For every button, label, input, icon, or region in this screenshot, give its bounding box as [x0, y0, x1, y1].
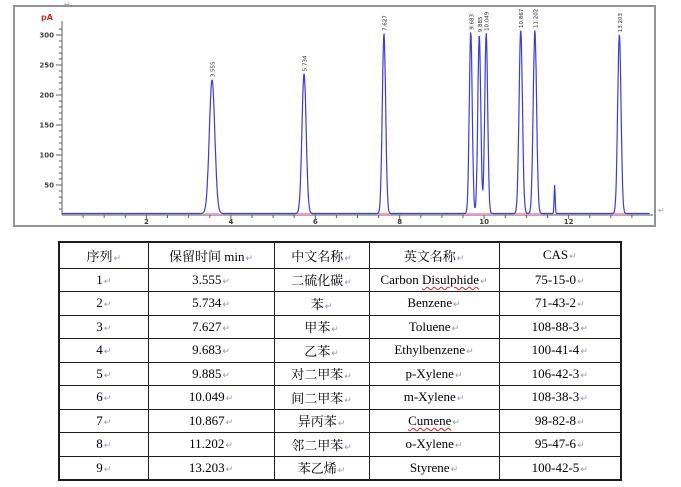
cell-text: 3.555 [192, 271, 222, 287]
cell-text: 9 [96, 459, 103, 475]
table-cell[interactable] [499, 433, 621, 457]
peak-label: 13.203 [617, 12, 624, 33]
svg-text:12: 12 [563, 218, 574, 225]
table-cell[interactable] [274, 268, 369, 292]
peak-label: 11.202 [533, 8, 540, 28]
cell-text: Cumene [408, 412, 452, 428]
table-cell[interactable] [369, 433, 499, 457]
end-of-cell-mark: ↵ [245, 253, 254, 264]
peak-label: 9.885 [477, 16, 484, 33]
end-of-cell-mark: ↵ [225, 417, 234, 428]
cell-text: 98-82-8 [534, 412, 577, 428]
end-of-cell-mark: ↵ [103, 323, 112, 334]
table-cell[interactable] [59, 268, 148, 292]
peak-label: 3.555 [210, 61, 217, 78]
cell-text: Styrene [409, 459, 450, 475]
end-of-cell-mark: ↵ [331, 325, 339, 336]
end-of-cell-mark: ↵ [222, 300, 230, 311]
table-cell[interactable] [148, 433, 274, 457]
table-row [59, 362, 621, 386]
table-cell[interactable] [59, 409, 148, 433]
end-of-cell-mark: ↵ [580, 323, 588, 334]
table-cell[interactable] [499, 456, 621, 480]
column-header[interactable] [148, 242, 274, 268]
table-row [59, 456, 621, 480]
table-cell[interactable] [59, 339, 148, 363]
axes [56, 21, 653, 219]
table-cell[interactable] [369, 268, 499, 292]
cell-text: 邻二甲苯 [291, 437, 344, 453]
header-text: CAS [542, 247, 569, 263]
cell-text: 13.203 [188, 459, 225, 475]
table-cell[interactable] [274, 409, 369, 433]
table-cell[interactable] [274, 433, 369, 457]
table-cell[interactable] [59, 292, 148, 316]
table-row [59, 386, 621, 410]
end-of-cell-mark: ↵ [344, 278, 352, 289]
end-of-cell-mark: ↵ [580, 394, 588, 405]
table-cell[interactable] [59, 386, 148, 410]
svg-text:6: 6 [312, 218, 318, 225]
table-cell[interactable] [369, 386, 499, 410]
cell-text: 71-43-2 [534, 295, 577, 311]
svg-text:200: 200 [39, 91, 54, 100]
svg-text:2: 2 [143, 218, 149, 225]
table-cell[interactable] [499, 268, 621, 292]
table-cell[interactable] [59, 362, 148, 386]
svg-text:50: 50 [44, 181, 54, 190]
table-cell[interactable] [148, 268, 274, 292]
end-of-cell-mark: ↵ [580, 370, 588, 381]
end-of-cell-mark: ↵ [456, 253, 465, 264]
y-axis-unit-label: pA [41, 13, 53, 22]
cell-text: 106-42-3 [531, 365, 580, 381]
cell-text: 8 [96, 436, 103, 452]
header-text: 序列 [86, 248, 113, 264]
cell-text: Benzene [407, 295, 453, 311]
table-cell[interactable] [148, 409, 274, 433]
header-text: 保留时间 min [168, 248, 245, 264]
end-of-cell-mark: ↵ [569, 252, 577, 263]
table-cell[interactable] [499, 386, 621, 410]
end-of-cell-mark: ↵ [577, 417, 585, 428]
end-of-cell-mark: ↵ [225, 464, 234, 475]
svg-text:150: 150 [39, 121, 54, 130]
table-cell[interactable] [499, 409, 621, 433]
cell-text: 100-42-5 [531, 459, 580, 475]
end-of-cell-mark: ↵ [103, 370, 112, 381]
svg-text:100: 100 [39, 151, 54, 160]
peak-table-body [59, 268, 621, 480]
end-of-cell-mark: ↵ [331, 348, 339, 359]
cell-text: Carbon [380, 271, 419, 287]
table-row [59, 315, 621, 339]
table-row [59, 433, 621, 457]
cell-text: Disulphide [421, 271, 480, 287]
table-cell[interactable] [148, 315, 274, 339]
peak-table [58, 241, 622, 481]
table-cell[interactable] [148, 292, 274, 316]
table-cell[interactable] [274, 315, 369, 339]
end-of-cell-mark: ↵ [337, 419, 346, 430]
end-of-cell-mark: ↵ [450, 464, 459, 475]
cell-text: 7 [96, 412, 103, 428]
cell-text: 对二甲苯 [291, 367, 344, 383]
end-of-cell-mark: ↵ [344, 372, 352, 383]
table-cell[interactable] [499, 339, 621, 363]
end-of-cell-mark: ↵ [222, 370, 230, 381]
cell-text: 5 [96, 365, 103, 381]
end-of-cell-mark: ↵ [344, 442, 352, 453]
end-of-cell-mark: ↵ [451, 323, 460, 334]
cell-text: 异丙苯 [297, 414, 337, 430]
peak-label: 10.049 [484, 11, 491, 31]
table-cell[interactable] [274, 292, 369, 316]
cell-text: 95-47-6 [534, 436, 577, 452]
peak-label: 7.627 [382, 15, 389, 31]
column-header[interactable] [369, 242, 499, 268]
cell-text: p-Xylene [405, 365, 454, 381]
cell-text: 乙苯 [304, 343, 331, 359]
end-of-cell-mark: ↵ [103, 417, 112, 428]
column-header[interactable] [59, 242, 148, 268]
svg-text:10: 10 [479, 218, 489, 225]
end-of-cell-mark: ↵ [453, 300, 461, 311]
paragraph-mark: ↵ [64, 0, 71, 9]
end-of-cell-mark: ↵ [222, 347, 230, 358]
cell-text: 苯乙烯 [297, 461, 337, 476]
end-of-cell-mark: ↵ [103, 276, 112, 287]
end-of-cell-mark: ↵ [225, 441, 233, 452]
column-header[interactable] [499, 242, 621, 268]
end-of-cell-mark: ↵ [103, 464, 112, 475]
end-of-cell-mark: ↵ [456, 394, 465, 405]
chromatogram-frame[interactable] [13, 5, 656, 227]
end-of-cell-mark: ↵ [337, 466, 346, 476]
cell-text: 6 [96, 389, 103, 405]
peak-label: 10.867 [519, 8, 526, 28]
end-of-cell-mark: ↵ [324, 301, 333, 312]
header-text: 英文名称 [403, 248, 456, 264]
end-of-cell-mark: ↵ [103, 300, 112, 311]
table-header-row [59, 242, 621, 268]
table-cell[interactable] [59, 433, 148, 457]
end-of-cell-mark: ↵ [103, 394, 112, 405]
table-row [59, 339, 621, 363]
table-row [59, 409, 621, 433]
table-cell[interactable] [499, 362, 621, 386]
table-cell[interactable] [274, 386, 369, 410]
end-of-cell-mark: ↵ [222, 276, 230, 287]
table-cell[interactable] [369, 292, 499, 316]
cell-text: 3 [96, 318, 103, 334]
cell-text: Ethylbenzene [394, 342, 466, 358]
column-header[interactable] [274, 242, 369, 268]
end-of-cell-mark: ↵ [222, 323, 230, 334]
end-of-cell-mark: ↵ [113, 253, 122, 264]
end-of-cell-mark: ↵ [225, 394, 234, 405]
cell-text: 2 [96, 295, 103, 311]
cell-text: 108-88-3 [531, 318, 580, 334]
peak-label: 9.683 [469, 14, 476, 30]
cell-text: 1 [96, 271, 103, 287]
table-cell[interactable] [148, 456, 274, 480]
cell-text: 10.049 [188, 389, 225, 405]
svg-text:300: 300 [39, 31, 54, 40]
cell-text: 9.885 [192, 365, 222, 381]
cell-text: Toluene [408, 318, 451, 334]
end-of-cell-mark: ↵ [577, 276, 585, 287]
cell-text: 100-41-4 [531, 342, 580, 358]
end-of-cell-mark: ↵ [344, 395, 352, 406]
cell-text: 10.867 [188, 412, 225, 428]
end-of-cell-mark: ↵ [452, 417, 460, 428]
table-cell[interactable] [499, 292, 621, 316]
header-text: 中文名称 [291, 248, 344, 264]
cell-text: 二硫化碳 [291, 273, 344, 289]
peak-labels [211, 8, 624, 77]
end-of-cell-mark: ↵ [454, 370, 463, 381]
table-cell[interactable] [369, 339, 499, 363]
paragraph-mark: ↵ [658, 206, 665, 215]
table-cell[interactable] [59, 456, 148, 480]
end-of-cell-mark: ↵ [480, 276, 488, 287]
svg-text:250: 250 [39, 61, 54, 70]
chromatogram-trace [62, 31, 650, 214]
cell-text: 4 [96, 342, 103, 358]
table-cell[interactable] [274, 456, 369, 480]
table-cell[interactable] [148, 362, 274, 386]
end-of-cell-mark: ↵ [466, 347, 474, 358]
end-of-cell-mark: ↵ [454, 441, 463, 452]
table-row [59, 268, 621, 292]
end-of-cell-mark: ↵ [103, 441, 112, 452]
end-of-cell-mark: ↵ [580, 347, 588, 358]
table-cell[interactable] [274, 362, 369, 386]
table-cell[interactable] [148, 386, 274, 410]
cell-text: 9.683 [192, 342, 222, 358]
cell-text: o-Xylene [405, 436, 454, 452]
chromatogram-plot [15, 7, 654, 225]
table-cell[interactable] [499, 315, 621, 339]
table-cell[interactable] [369, 315, 499, 339]
cell-text: 108-38-3 [531, 389, 580, 405]
cell-text: 75-15-0 [534, 271, 577, 287]
cell-text: 11.202 [189, 436, 225, 452]
cell-text: 间二甲苯 [291, 390, 344, 406]
svg-text:4: 4 [228, 218, 234, 225]
cell-text: 甲苯 [304, 320, 331, 336]
table-row [59, 292, 621, 316]
end-of-cell-mark: ↵ [344, 253, 352, 264]
cell-text: 5.734 [192, 295, 222, 311]
table-cell[interactable] [369, 456, 499, 480]
cell-text: 苯 [310, 296, 324, 312]
table-cell[interactable] [59, 315, 148, 339]
end-of-cell-mark: ↵ [580, 464, 588, 475]
end-of-cell-mark: ↵ [577, 441, 585, 452]
table-cell[interactable] [274, 339, 369, 363]
end-of-cell-mark: ↵ [103, 347, 112, 358]
table-cell[interactable] [369, 362, 499, 386]
table-cell[interactable] [369, 409, 499, 433]
peak-label: 5.734 [302, 55, 309, 72]
cell-text: m-Xylene [403, 389, 456, 405]
table-cell[interactable] [148, 339, 274, 363]
end-of-cell-mark: ↵ [577, 300, 585, 311]
svg-text:8: 8 [397, 218, 403, 225]
cell-text: 7.627 [192, 318, 222, 334]
